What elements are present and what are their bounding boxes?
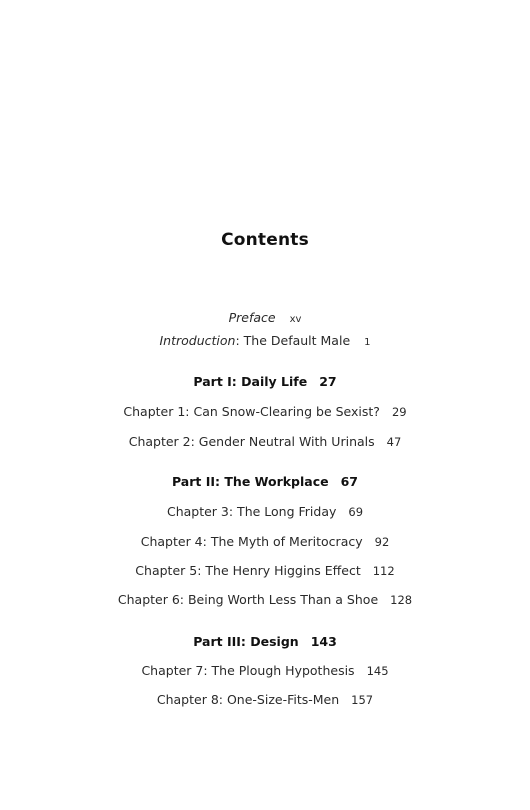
part-page-number: 67 [340,474,359,489]
toc-part-1 [0,374,530,389]
entry-italic-label: Preface [228,310,276,325]
part-title: Part II: The Workplace [171,474,329,489]
chapter-title: Chapter 8: One-Size-Fits-Men [156,692,340,707]
toc-part-3 [0,634,530,649]
toc-chapter-6 [0,592,530,607]
page-title: Contents [221,230,309,250]
chapter-page-number: 29 [391,405,407,419]
chapter-title: Chapter 7: The Plough Hypothesis [141,663,355,678]
entry-page-number: 1 [364,337,371,348]
chapter-title: Chapter 4: The Myth of Meritocracy [140,534,363,549]
toc-chapter-7 [0,663,530,678]
toc-entry-introduction [0,333,530,348]
chapter-title: Chapter 5: The Henry Higgins Effect [135,563,361,578]
toc-chapter-5 [0,563,530,578]
chapter-page-number: 69 [348,505,364,519]
part-title: Part I: Daily Life [193,374,308,389]
chapter-title: Chapter 1: Can Snow-Clearing be Sexist? [123,404,380,419]
chapter-page-number: 145 [366,664,389,678]
toc-chapter-1 [0,404,530,419]
part-title: Part III: Design [193,634,299,649]
part-page-number: 143 [310,634,337,649]
toc-part-2 [0,474,530,489]
chapter-page-number: 157 [351,693,374,707]
chapter-page-number: 47 [386,435,402,449]
toc-chapter-4 [0,534,530,549]
chapter-page-number: 112 [372,564,395,578]
toc-chapter-3 [0,504,530,519]
chapter-page-number: 128 [390,593,413,607]
chapter-title: Chapter 6: Being Worth Less Than a Shoe [117,592,379,607]
chapter-title: Chapter 2: Gender Neutral With Urinals [128,434,375,449]
entry-label: : The Default Male [235,333,351,348]
part-page-number: 27 [319,374,337,389]
toc-chapter-2 [0,434,530,449]
chapter-page-number: 92 [374,535,390,549]
chapter-title: Chapter 3: The Long Friday [166,504,337,519]
toc-chapter-8 [0,692,530,707]
toc-entry-preface [0,310,530,325]
entry-italic-label: Introduction [159,333,236,348]
entry-page-number: xv [289,314,302,325]
